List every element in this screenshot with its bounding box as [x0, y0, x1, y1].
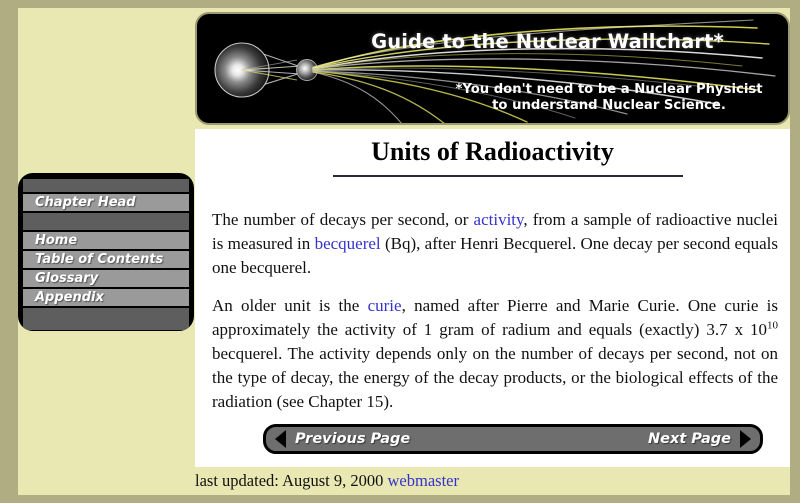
sidebar-item-label: Table of Contents — [35, 252, 164, 267]
sidebar-item-glossary[interactable] — [23, 270, 189, 287]
sidebar-spacer-top — [23, 179, 189, 192]
banner-subtitle-line-1: *You don't need to be a Nuclear Physicist — [455, 82, 763, 97]
sidebar-item-label: Appendix — [35, 290, 104, 305]
footer — [195, 471, 459, 491]
previous-page-button[interactable] — [272, 429, 410, 449]
sidebar-item-chapter-head[interactable] — [23, 194, 189, 211]
paragraph-1-text-c: (Bq), after Henri Becquerel. One decay per second equals one becquerel. — [212, 234, 778, 277]
sidebar-item-label: Glossary — [35, 271, 99, 286]
paragraph-1-text-b: , from a sample of radioactive nuclei is measured in — [212, 210, 778, 253]
sidebar-spacer-bottom — [23, 308, 189, 330]
paragraph-2-text-c: becquerel. The activity depends only on the number of decays per second, not on the type of decay, the energy of the decay products, or the biological effects of the radiation (see Chapter 15). — [212, 344, 778, 411]
content-panel — [195, 129, 790, 467]
sidebar-item-home[interactable] — [23, 232, 189, 249]
sidebar-item-label: Home — [35, 233, 78, 248]
link-becquerel[interactable]: becquerel — [314, 234, 381, 253]
paragraph-2-text-a: An older unit is the — [212, 296, 368, 315]
banner-subtitle — [444, 82, 774, 114]
next-page-button[interactable] — [648, 429, 754, 449]
site-banner — [195, 12, 790, 125]
next-page-label: Next Page — [648, 431, 731, 447]
page-frame — [18, 8, 790, 495]
sidebar-navigation — [18, 173, 194, 331]
link-curie[interactable]: curie — [367, 296, 402, 315]
exponent-ten: 10 — [767, 319, 778, 332]
page-navigation-bar — [263, 424, 763, 454]
banner-title: Guide to the Nuclear Wallchart* — [371, 30, 724, 53]
chevron-right-icon — [737, 429, 754, 449]
previous-page-label: Previous Page — [295, 431, 411, 447]
title-divider — [333, 175, 683, 177]
sidebar-item-table-of-contents[interactable] — [23, 251, 189, 268]
paragraph-becquerel — [212, 208, 778, 280]
last-updated-text: last updated: August 9, 2000 — [195, 471, 384, 490]
link-webmaster[interactable]: webmaster — [387, 471, 459, 490]
sidebar-spacer-middle — [23, 213, 189, 230]
sidebar-item-label: Chapter Head — [35, 195, 136, 210]
page-title: Units of Radioactivity — [371, 137, 614, 166]
link-activity[interactable]: activity — [473, 210, 524, 229]
sidebar-item-appendix[interactable] — [23, 289, 189, 306]
paragraph-2-text-b: , named after Pierre and Marie Curie. One curie is approximately the activity of 1 gram of radium and equals (exactly) 3.7 x 10 — [212, 296, 778, 339]
paragraph-1-text-a: The number of decays per second, or — [212, 210, 474, 229]
banner-subtitle-line-2: to understand Nuclear Science. — [492, 98, 726, 113]
paragraph-curie — [212, 294, 778, 414]
chevron-left-icon — [272, 429, 289, 449]
